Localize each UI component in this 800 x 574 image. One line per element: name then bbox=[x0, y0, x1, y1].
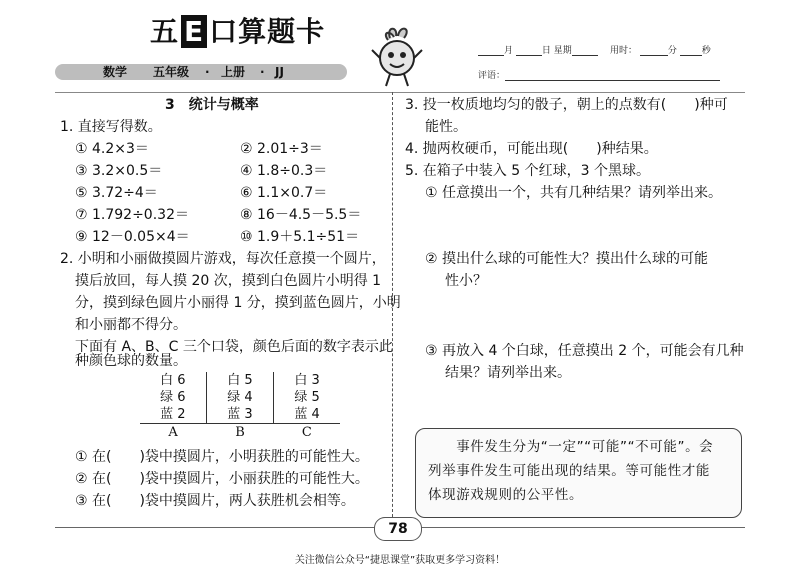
q1-item: ⑩ 1.9＋5.1÷51＝ bbox=[240, 229, 360, 245]
q2-text: 下面有 A、B、C 三个口袋，颜色后面的数字表示此 bbox=[75, 339, 393, 355]
weekday-field[interactable] bbox=[572, 45, 598, 56]
q3-text: 3. 投一枚质地均匀的骰子，朝上的点数有( )种可 bbox=[405, 97, 728, 113]
q1-item: ⑥ 1.1×0.7＝ bbox=[240, 185, 328, 201]
tip-text: 事件发生分为“一定”“可能”“不可能”。会 bbox=[428, 439, 714, 455]
tip-box bbox=[415, 428, 742, 518]
section-title: 3 统计与概率 bbox=[165, 97, 259, 113]
volume-label: 上册 bbox=[221, 65, 246, 79]
tip-text: 列举事件发生可能出现的结果。等可能性才能 bbox=[428, 463, 710, 479]
comment-field[interactable] bbox=[505, 70, 720, 81]
q1-item: ⑨ 12－0.05×4＝ bbox=[75, 229, 190, 245]
second-field[interactable] bbox=[680, 45, 702, 56]
table-row: A B C bbox=[140, 424, 340, 442]
table-row: 白 6 白 5 白 3 bbox=[140, 372, 340, 389]
month-field[interactable] bbox=[478, 45, 504, 56]
comment-field-row: 评语： bbox=[478, 68, 720, 81]
table-row: 蓝 2 蓝 3 蓝 4 bbox=[140, 406, 340, 424]
bag-table bbox=[140, 372, 340, 441]
time-fields: 用时： 分 秒 bbox=[610, 46, 711, 56]
q2-text: 分，摸到绿色圆片小丽得 1 分，摸到蓝色圆片，小明 bbox=[75, 295, 401, 311]
page-number: 78 bbox=[374, 517, 422, 541]
header-divider bbox=[55, 92, 745, 93]
q2-text: 摸后放回，每人摸 20 次，摸到白色圆片小明得 1 bbox=[75, 273, 382, 289]
minute-field[interactable] bbox=[640, 45, 668, 56]
q1-item: ③ 3.2×0.5＝ bbox=[75, 163, 163, 179]
q5-sub: ③ 再放入 4 个白球，任意摸出 2 个，可能会有几种 bbox=[425, 343, 744, 359]
q5-sub: 性小？ bbox=[445, 273, 487, 289]
beet-mascot-icon bbox=[368, 24, 426, 88]
date-fields: 月 日 星期 bbox=[478, 43, 598, 56]
tip-text: 体现游戏规则的公平性。 bbox=[428, 487, 584, 503]
footer-text: 关注微信公众号“捷思课堂”获取更多学习资料！ bbox=[294, 555, 506, 566]
q5-sub: ① 任意摸出一个，共有几种结果？请列举出来。 bbox=[425, 185, 722, 201]
brand-title: 五 E 口算题卡 bbox=[150, 15, 326, 48]
q2-text: 种颜色球的数量。 bbox=[75, 353, 187, 369]
subject-label: 数学 bbox=[103, 65, 128, 79]
q1-title: 1. 直接写得数。 bbox=[60, 119, 162, 135]
q1-item: ① 4.2×3＝ bbox=[75, 141, 149, 157]
grade-label: 五年级 bbox=[153, 65, 190, 79]
q2-sub: ② 在( )袋中摸圆片，小丽获胜的可能性大。 bbox=[75, 471, 369, 487]
day-field[interactable] bbox=[516, 45, 542, 56]
q1-item: ⑤ 3.72÷4＝ bbox=[75, 185, 158, 201]
q5-sub: 结果？请列举出来。 bbox=[445, 365, 571, 381]
q2-sub: ③ 在( )袋中摸圆片，两人获胜机会相等。 bbox=[75, 493, 355, 509]
q4-text: 4. 抛两枚硬币，可能出现( )种结果。 bbox=[405, 141, 658, 157]
q5-sub: ② 摸出什么球的可能性大？摸出什么球的可能 bbox=[425, 251, 708, 267]
q1-item: ⑧ 16－4.5－5.5＝ bbox=[240, 207, 362, 223]
subject-bar: 数学 五年级 · 上册 · JJ bbox=[55, 64, 347, 80]
q5-text: 5. 在箱子中装入 5 个红球，3 个黑球。 bbox=[405, 163, 650, 179]
edition-label: JJ bbox=[275, 65, 284, 79]
q1-item: ④ 1.8÷0.3＝ bbox=[240, 163, 328, 179]
q1-item: ⑦ 1.792÷0.32＝ bbox=[75, 207, 189, 223]
q2-text: 和小丽都不得分。 bbox=[75, 317, 187, 333]
q2-text: 2. 小明和小丽做摸圆片游戏，每次任意摸一个圆片， bbox=[60, 251, 386, 267]
q3-text: 能性。 bbox=[425, 119, 467, 135]
table-row: 绿 6 绿 4 绿 5 bbox=[140, 389, 340, 406]
q2-sub: ① 在( )袋中摸圆片，小明获胜的可能性大。 bbox=[75, 449, 369, 465]
q1-item: ② 2.01÷3＝ bbox=[240, 141, 323, 157]
